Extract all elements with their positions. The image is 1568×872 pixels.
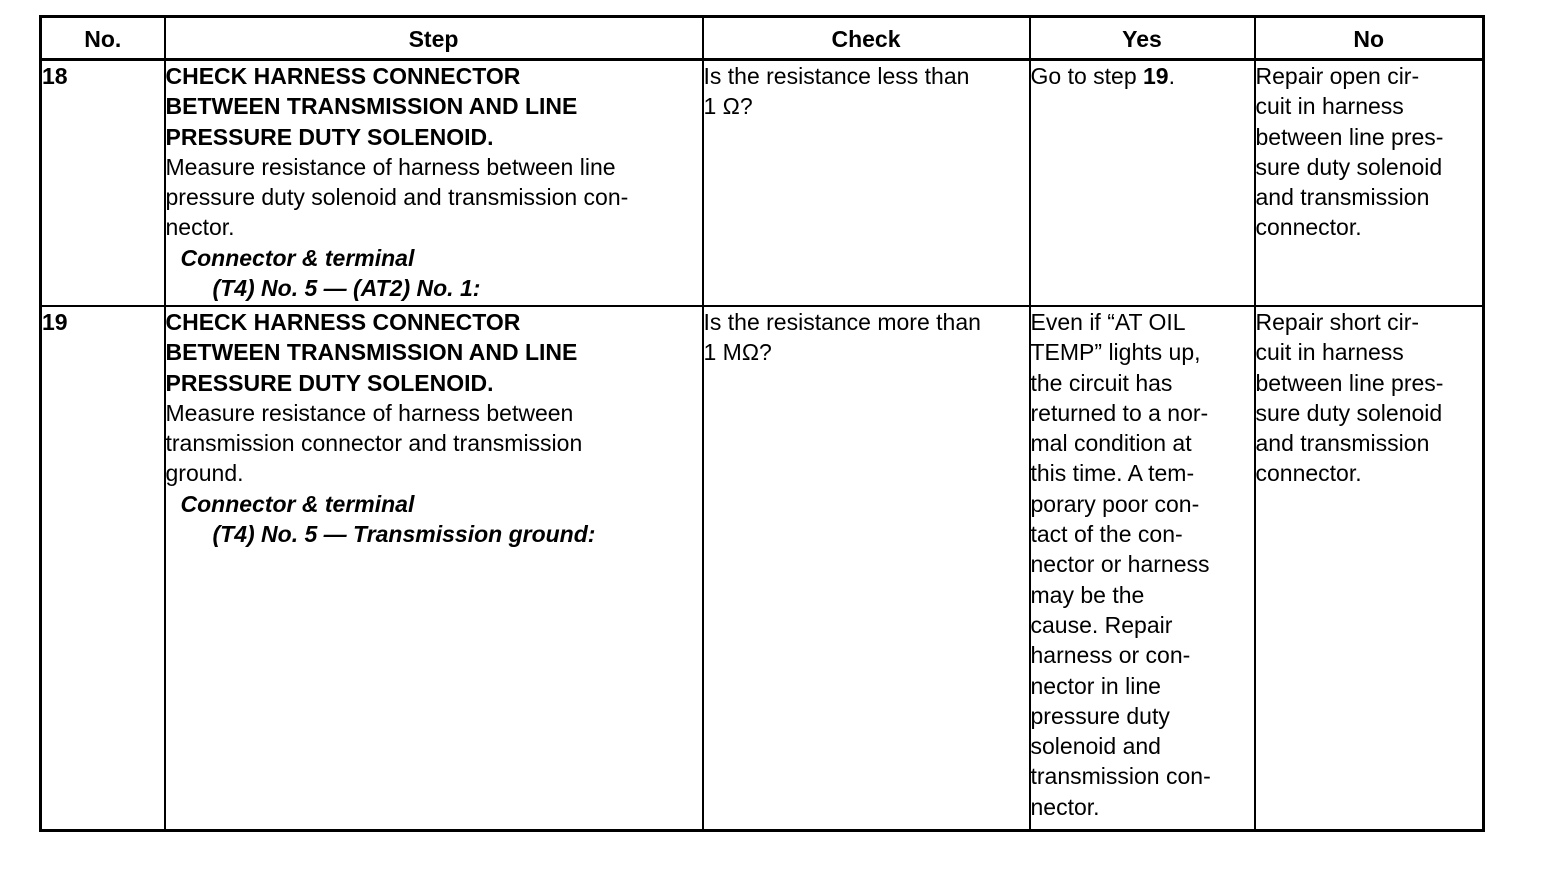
table-row <box>41 60 1484 307</box>
step-number <box>41 306 165 831</box>
check-cell <box>703 60 1030 307</box>
table-row <box>41 306 1484 831</box>
yes-cell <box>1030 306 1255 831</box>
check-question: Is the resistance more than 1 MΩ? <box>703 309 981 366</box>
header-yes: Yes <box>1030 17 1255 60</box>
step-cell <box>165 306 703 831</box>
check-cell <box>703 306 1030 831</box>
step-number <box>41 60 165 307</box>
header-step: Step <box>165 17 703 60</box>
table-header-row <box>41 17 1484 60</box>
no-action-cell <box>1255 60 1484 307</box>
yes-text: Even if “AT OIL TEMP” lights up, the circuit has returned to a nor- mal condition at this time. A tem- porary poor con- tact of the con- nector or harness may be the cause. Repair harness or con- nector in line pressure duty solenoid and transmission con- nector. <box>1030 309 1211 820</box>
header-no: No. <box>41 17 165 60</box>
step-number-value: 18 <box>42 63 68 89</box>
check-question: Is the resistance less than 1 Ω? <box>703 63 970 120</box>
yes-step-link: 19 <box>1143 63 1169 89</box>
connector-label: Connector & terminal <box>180 490 415 517</box>
connector-terminal: (T4) No. 5 — Transmission ground: <box>212 521 596 548</box>
header-no-action: No <box>1255 17 1484 60</box>
step-number-value: 19 <box>42 309 68 335</box>
header-check: Check <box>703 17 1030 60</box>
connector-label: Connector & terminal <box>180 244 415 271</box>
no-action-text: Repair open cir- cuit in harness between line pres- sure duty solenoid and transmission connector. <box>1255 63 1444 241</box>
yes-text-suffix: . <box>1168 63 1175 89</box>
step-title: CHECK HARNESS CONNECTOR BETWEEN TRANSMISSION AND LINE PRESSURE DUTY SOLENOID. <box>165 63 578 150</box>
step-cell <box>165 60 703 307</box>
no-action-text: Repair short cir- cuit in harness between line pres- sure duty solenoid and transmission connector. <box>1255 309 1444 487</box>
step-instruction: Measure resistance of harness between line pressure duty solenoid and transmission con- nector. <box>165 153 629 241</box>
step-instruction: Measure resistance of harness between transmission connector and transmission ground. <box>165 399 583 487</box>
yes-text: Go to step <box>1030 63 1144 89</box>
no-action-cell <box>1255 306 1484 831</box>
step-title: CHECK HARNESS CONNECTOR BETWEEN TRANSMISSION AND LINE PRESSURE DUTY SOLENOID. <box>165 309 578 396</box>
connector-terminal: (T4) No. 5 — (AT2) No. 1: <box>212 275 481 302</box>
diagnostic-procedure-table <box>39 15 1485 832</box>
yes-cell <box>1030 60 1255 307</box>
